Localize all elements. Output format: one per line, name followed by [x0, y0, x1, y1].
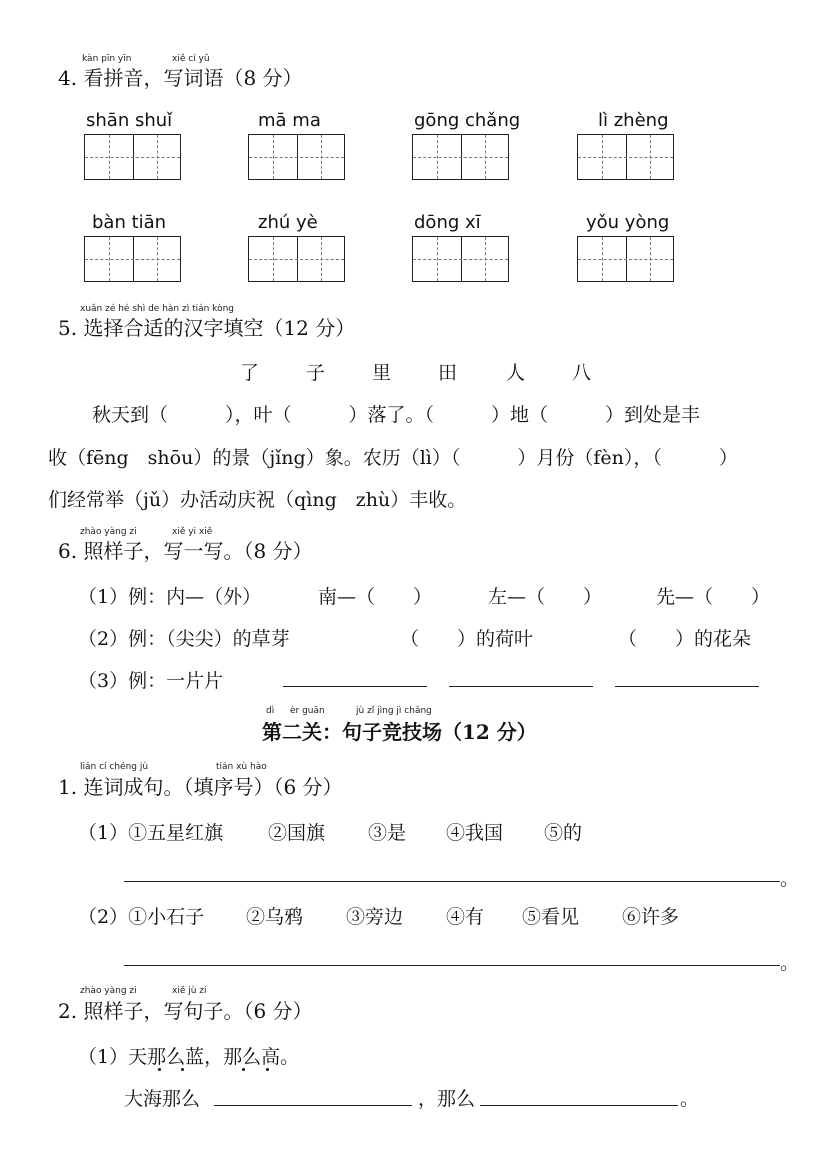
word-choice: （2）①小石子	[78, 906, 205, 928]
pinyin-ruby: zhào yàng zi	[80, 986, 137, 996]
answer-line[interactable]	[124, 965, 780, 966]
answer-blank[interactable]	[283, 686, 427, 687]
sentence-q2-title: 2. 照样子，写句子。（6 分）	[58, 999, 313, 1023]
pinyin-ruby: èr guān	[290, 706, 325, 716]
pinyin-word: lì zhèng	[598, 110, 669, 131]
pinyin-ruby: jù zǐ jìng jì chǎng	[356, 706, 432, 716]
emphasis-dot	[181, 1068, 184, 1071]
answer-blank[interactable]	[615, 686, 759, 687]
writing-grid[interactable]	[84, 134, 181, 180]
example-item: （2）例：（尖尖）的草芽	[78, 628, 290, 650]
word-choice: ④我国	[446, 822, 504, 844]
word-choice: ③旁边	[346, 906, 404, 928]
pinyin-word: shān shuǐ	[86, 110, 173, 131]
writing-grid[interactable]	[84, 236, 181, 282]
sentence-q1-title: 1. 连词成句。（填序号）（6 分）	[58, 775, 343, 799]
pinyin-word: zhú yè	[258, 212, 318, 233]
answer-line[interactable]	[124, 881, 780, 882]
option-char: 田	[438, 362, 458, 384]
pinyin-word: yǒu yòng	[586, 212, 670, 233]
word-choice: （1）①五星红旗	[78, 822, 224, 844]
fill-item[interactable]: （ ）的花朵	[618, 628, 752, 650]
fill-item[interactable]: 先—（ ）	[656, 586, 771, 608]
pinyin-ruby: lián cí chéng jù	[80, 762, 149, 772]
fill-passage-line: 秋天到（ ），叶（ ）落了。（ ）地（ ）到处是丰	[92, 404, 701, 426]
word-choice: ④有	[446, 906, 485, 928]
pinyin-word: bàn tiān	[92, 212, 167, 233]
writing-grid[interactable]	[577, 236, 674, 282]
pinyin-ruby: xiě yi xiě	[172, 527, 213, 537]
pinyin-ruby: xuǎn zé hé shì de hàn zì tián kòng	[80, 304, 234, 314]
example-sentence: （1）天那么蓝，那么高。	[78, 1046, 300, 1068]
fill-item[interactable]: 南—（ ）	[318, 586, 433, 608]
prompt-text: 大海那么	[124, 1088, 201, 1110]
option-char: 人	[506, 362, 526, 384]
example-item: （3）例：一片片	[78, 670, 224, 692]
fill-item[interactable]: 左—（ ）	[488, 586, 603, 608]
word-choice: ③是	[368, 822, 407, 844]
pinyin-ruby: xiě jù zi	[172, 986, 207, 996]
word-choice: ⑤的	[544, 822, 583, 844]
emphasis-dot	[158, 1068, 161, 1071]
fill-item[interactable]: （ ）的荷叶	[400, 628, 534, 650]
answer-blank[interactable]	[449, 686, 593, 687]
example-item: （1）例：内—（外）	[78, 586, 262, 608]
question-5-title: 5. 选择合适的汉字填空（12 分）	[58, 316, 356, 340]
word-choice: ②国旗	[268, 822, 326, 844]
word-choice: ②乌鸦	[246, 906, 304, 928]
writing-grid[interactable]	[412, 134, 509, 180]
emphasis-dot	[266, 1068, 269, 1071]
pinyin-ruby: tián xù hào	[216, 762, 267, 772]
question-6-title: 6. 照样子，写一写。（8 分）	[58, 539, 313, 563]
period: 。	[780, 952, 800, 974]
option-char: 子	[306, 362, 326, 384]
writing-grid[interactable]	[248, 236, 345, 282]
emphasis-dot	[242, 1068, 245, 1071]
question-4-title: 4. 看拼音，写词语（8 分）	[58, 66, 303, 90]
pinyin-word: mā ma	[258, 110, 321, 131]
option-char: 了	[240, 362, 260, 384]
answer-blank[interactable]	[480, 1105, 678, 1106]
word-choice: ⑤看见	[522, 906, 580, 928]
pinyin-ruby: xiě cí yǔ	[172, 54, 210, 64]
prompt-text: ，那么	[418, 1088, 476, 1110]
fill-passage-line: 们经常举（jǔ）办活动庆祝（qìng zhù）丰收。	[48, 489, 467, 511]
pinyin-word: dōng xī	[414, 212, 481, 233]
writing-grid[interactable]	[248, 134, 345, 180]
writing-grid[interactable]	[577, 134, 674, 180]
pinyin-ruby: dì	[266, 706, 275, 716]
fill-passage-line: 收（fēng shōu）的景（jǐng）象。农历（lì）（ ）月份（fèn），（ ）	[48, 447, 738, 469]
word-choice: ⑥许多	[622, 906, 680, 928]
option-char: 里	[372, 362, 392, 384]
pinyin-ruby: kàn pīn yīn	[82, 54, 132, 64]
writing-grid[interactable]	[412, 236, 509, 282]
pinyin-ruby: zhào yàng zi	[80, 527, 137, 537]
answer-blank[interactable]	[214, 1105, 412, 1106]
period: 。	[780, 868, 800, 890]
pinyin-word: gōng chǎng	[414, 110, 521, 131]
section-heading: 第二关：句子竞技场（12 分）	[262, 720, 537, 744]
period: 。	[680, 1088, 700, 1110]
option-char: 八	[572, 362, 592, 384]
